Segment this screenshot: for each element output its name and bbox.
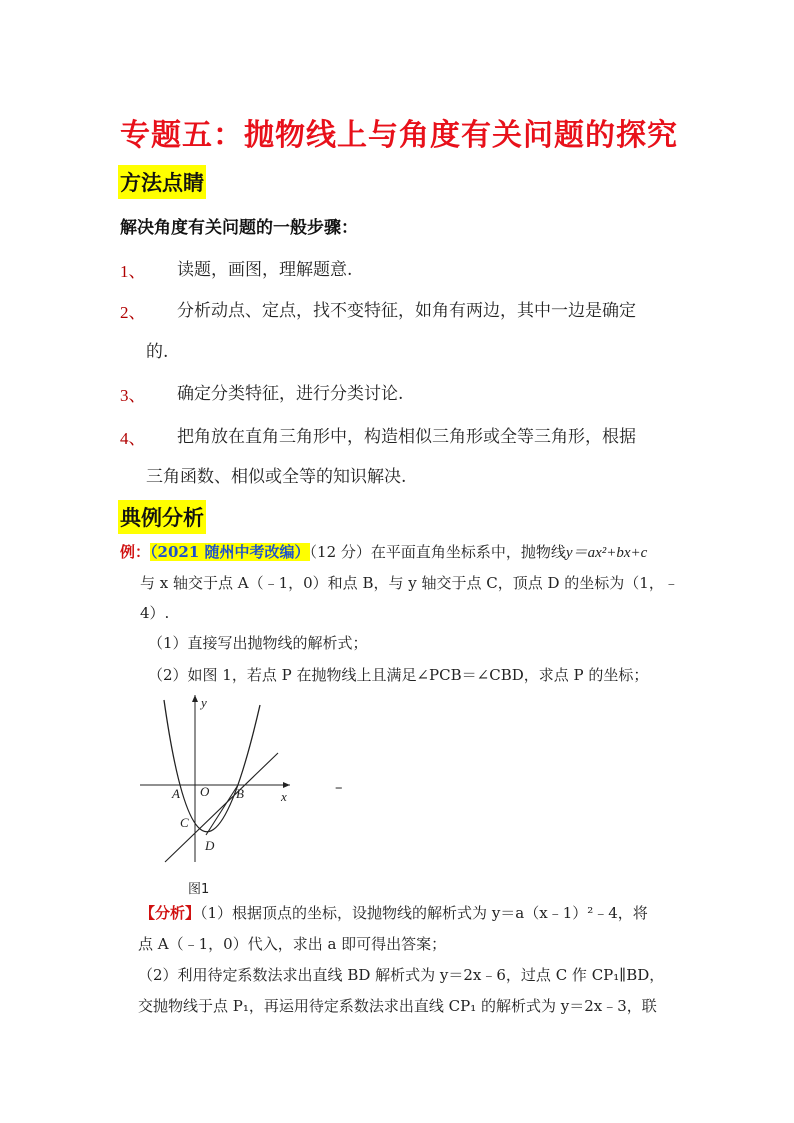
analysis-line-1 xyxy=(140,902,648,923)
tag-open: （2021 xyxy=(150,543,205,561)
label-c: C xyxy=(180,815,189,830)
step-text: 确定分类特征，进行分类讨论. xyxy=(177,384,404,404)
tag-text: 随州中考改编 xyxy=(204,543,295,561)
example-text: 在平面直角坐标系中，抛物线 xyxy=(370,543,566,561)
dash-mark: – xyxy=(335,778,343,796)
label-y: y xyxy=(201,695,207,710)
step-number: 1、 xyxy=(120,262,146,281)
analysis-line-3: （2）利用待定系数法求出直线 BD 解析式为 y＝2x﹣6，过点 C 作 CP₁∥BD， xyxy=(138,966,665,984)
section-heading-examples: 典例分析 xyxy=(118,500,206,534)
step-number: 3、 xyxy=(120,386,146,405)
question-1: （1）直接写出抛物线的解析式； xyxy=(148,634,368,652)
label-a: A xyxy=(172,786,180,801)
section-heading-method: 方法点睛 xyxy=(118,165,206,199)
line-cb xyxy=(165,753,278,862)
analysis-tag: 【分析】 xyxy=(140,904,201,922)
example-label: 例： xyxy=(120,543,151,561)
label-d: D xyxy=(205,838,215,853)
line-bd xyxy=(206,785,238,835)
analysis-line-2: 点 A（﹣1，0）代入，求出 a 即可得出答案； xyxy=(138,935,447,953)
analysis-text: （1）根据顶点的坐标，设抛物线的解析式为 y＝a（x﹣1）²﹣4，将 xyxy=(200,904,648,922)
figure-1-graph xyxy=(140,690,360,900)
x-axis-arrow-icon xyxy=(283,782,290,788)
step-text-continued: 的. xyxy=(146,342,169,362)
parabola-curve xyxy=(164,700,260,832)
step-number: 2、 xyxy=(120,303,146,322)
y-axis-arrow-icon xyxy=(192,695,198,702)
steps-heading: 解决角度有关问题的一般步骤： xyxy=(120,218,358,238)
step-text: 读题，画图，理解题意. xyxy=(177,260,353,280)
label-x: x xyxy=(281,789,287,804)
step-text-continued: 三角函数、相似或全等的知识解决. xyxy=(146,467,407,487)
label-b: B xyxy=(236,786,244,801)
label-o: O xyxy=(200,784,210,799)
example-line-1 xyxy=(120,541,647,562)
analysis-line-4: 交抛物线于点 P₁，再运用待定系数法求出直线 CP₁ 的解析式为 y＝2x﹣3，联 xyxy=(138,997,657,1015)
question-2: （2）如图 1，若点 P 在抛物线上且满足∠PCB＝∠CBD，求点 P 的坐标； xyxy=(148,666,649,684)
example-line-3: 4）. xyxy=(140,604,170,622)
figure-caption: 图1 xyxy=(188,882,210,897)
step-text: 把角放在直角三角形中，构造相似三角形或全等三角形，根据 xyxy=(177,427,636,447)
parabola-equation: y＝ax²+bx+c xyxy=(565,545,648,561)
example-line-2: 与 x 轴交于点 A（﹣1，0）和点 B，与 y 轴交于点 C，顶点 D 的坐标为（1，﹣ xyxy=(140,574,679,592)
example-source-tag xyxy=(150,543,310,561)
step-text: 分析动点、定点，找不变特征，如角有两边，其中一边是确定 xyxy=(177,301,636,321)
page-title: 专题五：抛物线上与角度有关问题的探究 xyxy=(120,118,678,153)
step-number: 4、 xyxy=(120,429,146,448)
example-points: （12 分） xyxy=(309,543,371,561)
tag-close: ） xyxy=(294,543,310,561)
